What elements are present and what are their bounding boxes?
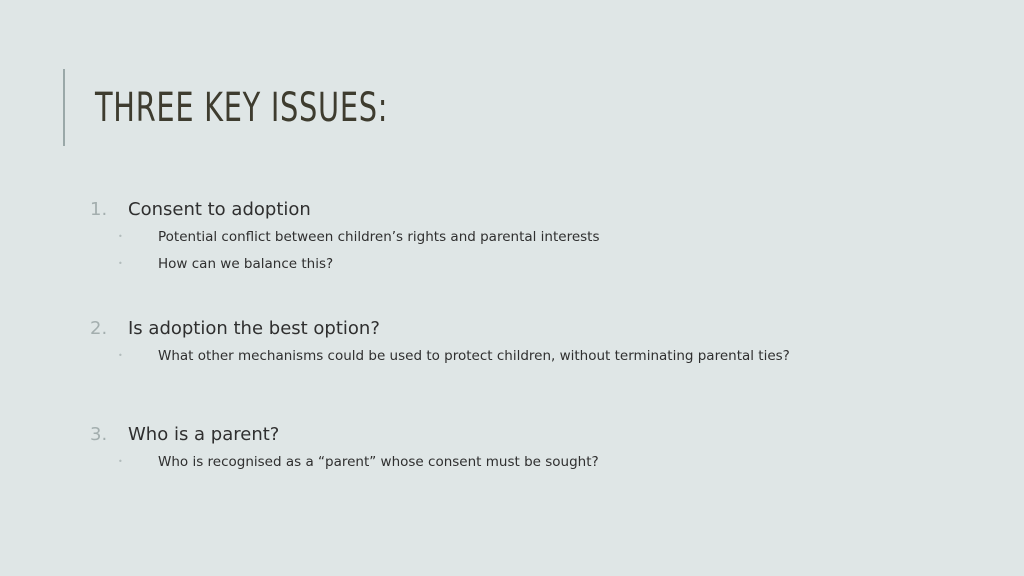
issue-section-3 [0,421,1024,476]
title-accent-bar [63,69,65,146]
bullet-text: Potential conflict between children’s rights and parental interests [158,229,600,245]
bullet-item [0,224,1024,251]
bullet-dot-icon: • [118,351,123,360]
bullet-item [0,449,1024,476]
bullet-text: Who is recognised as a “parent” whose consent must be sought? [158,454,599,470]
issue-heading: Who is a parent? [128,424,280,445]
bullet-item [0,343,1024,370]
issue-heading: Consent to adoption [128,199,311,220]
issue-heading-row [0,421,1024,449]
bullet-dot-icon: • [118,457,123,466]
issue-heading: Is adoption the best option? [128,318,380,339]
bullet-text: What other mechanisms could be used to protect children, without terminating parental ties? [158,348,790,364]
issue-heading-row [0,196,1024,224]
bullet-dot-icon: • [118,259,123,268]
bullet-dot-icon: • [118,232,123,241]
issue-heading-row [0,315,1024,343]
issue-section-2 [0,315,1024,370]
issue-number: 3. [90,424,108,445]
slide-title: THREE KEY ISSUES: [95,85,389,131]
bullet-text: How can we balance this? [158,256,334,272]
bullet-item [0,251,1024,278]
issue-number: 1. [90,199,108,220]
issue-section-1 [0,196,1024,278]
issue-number: 2. [90,318,108,339]
